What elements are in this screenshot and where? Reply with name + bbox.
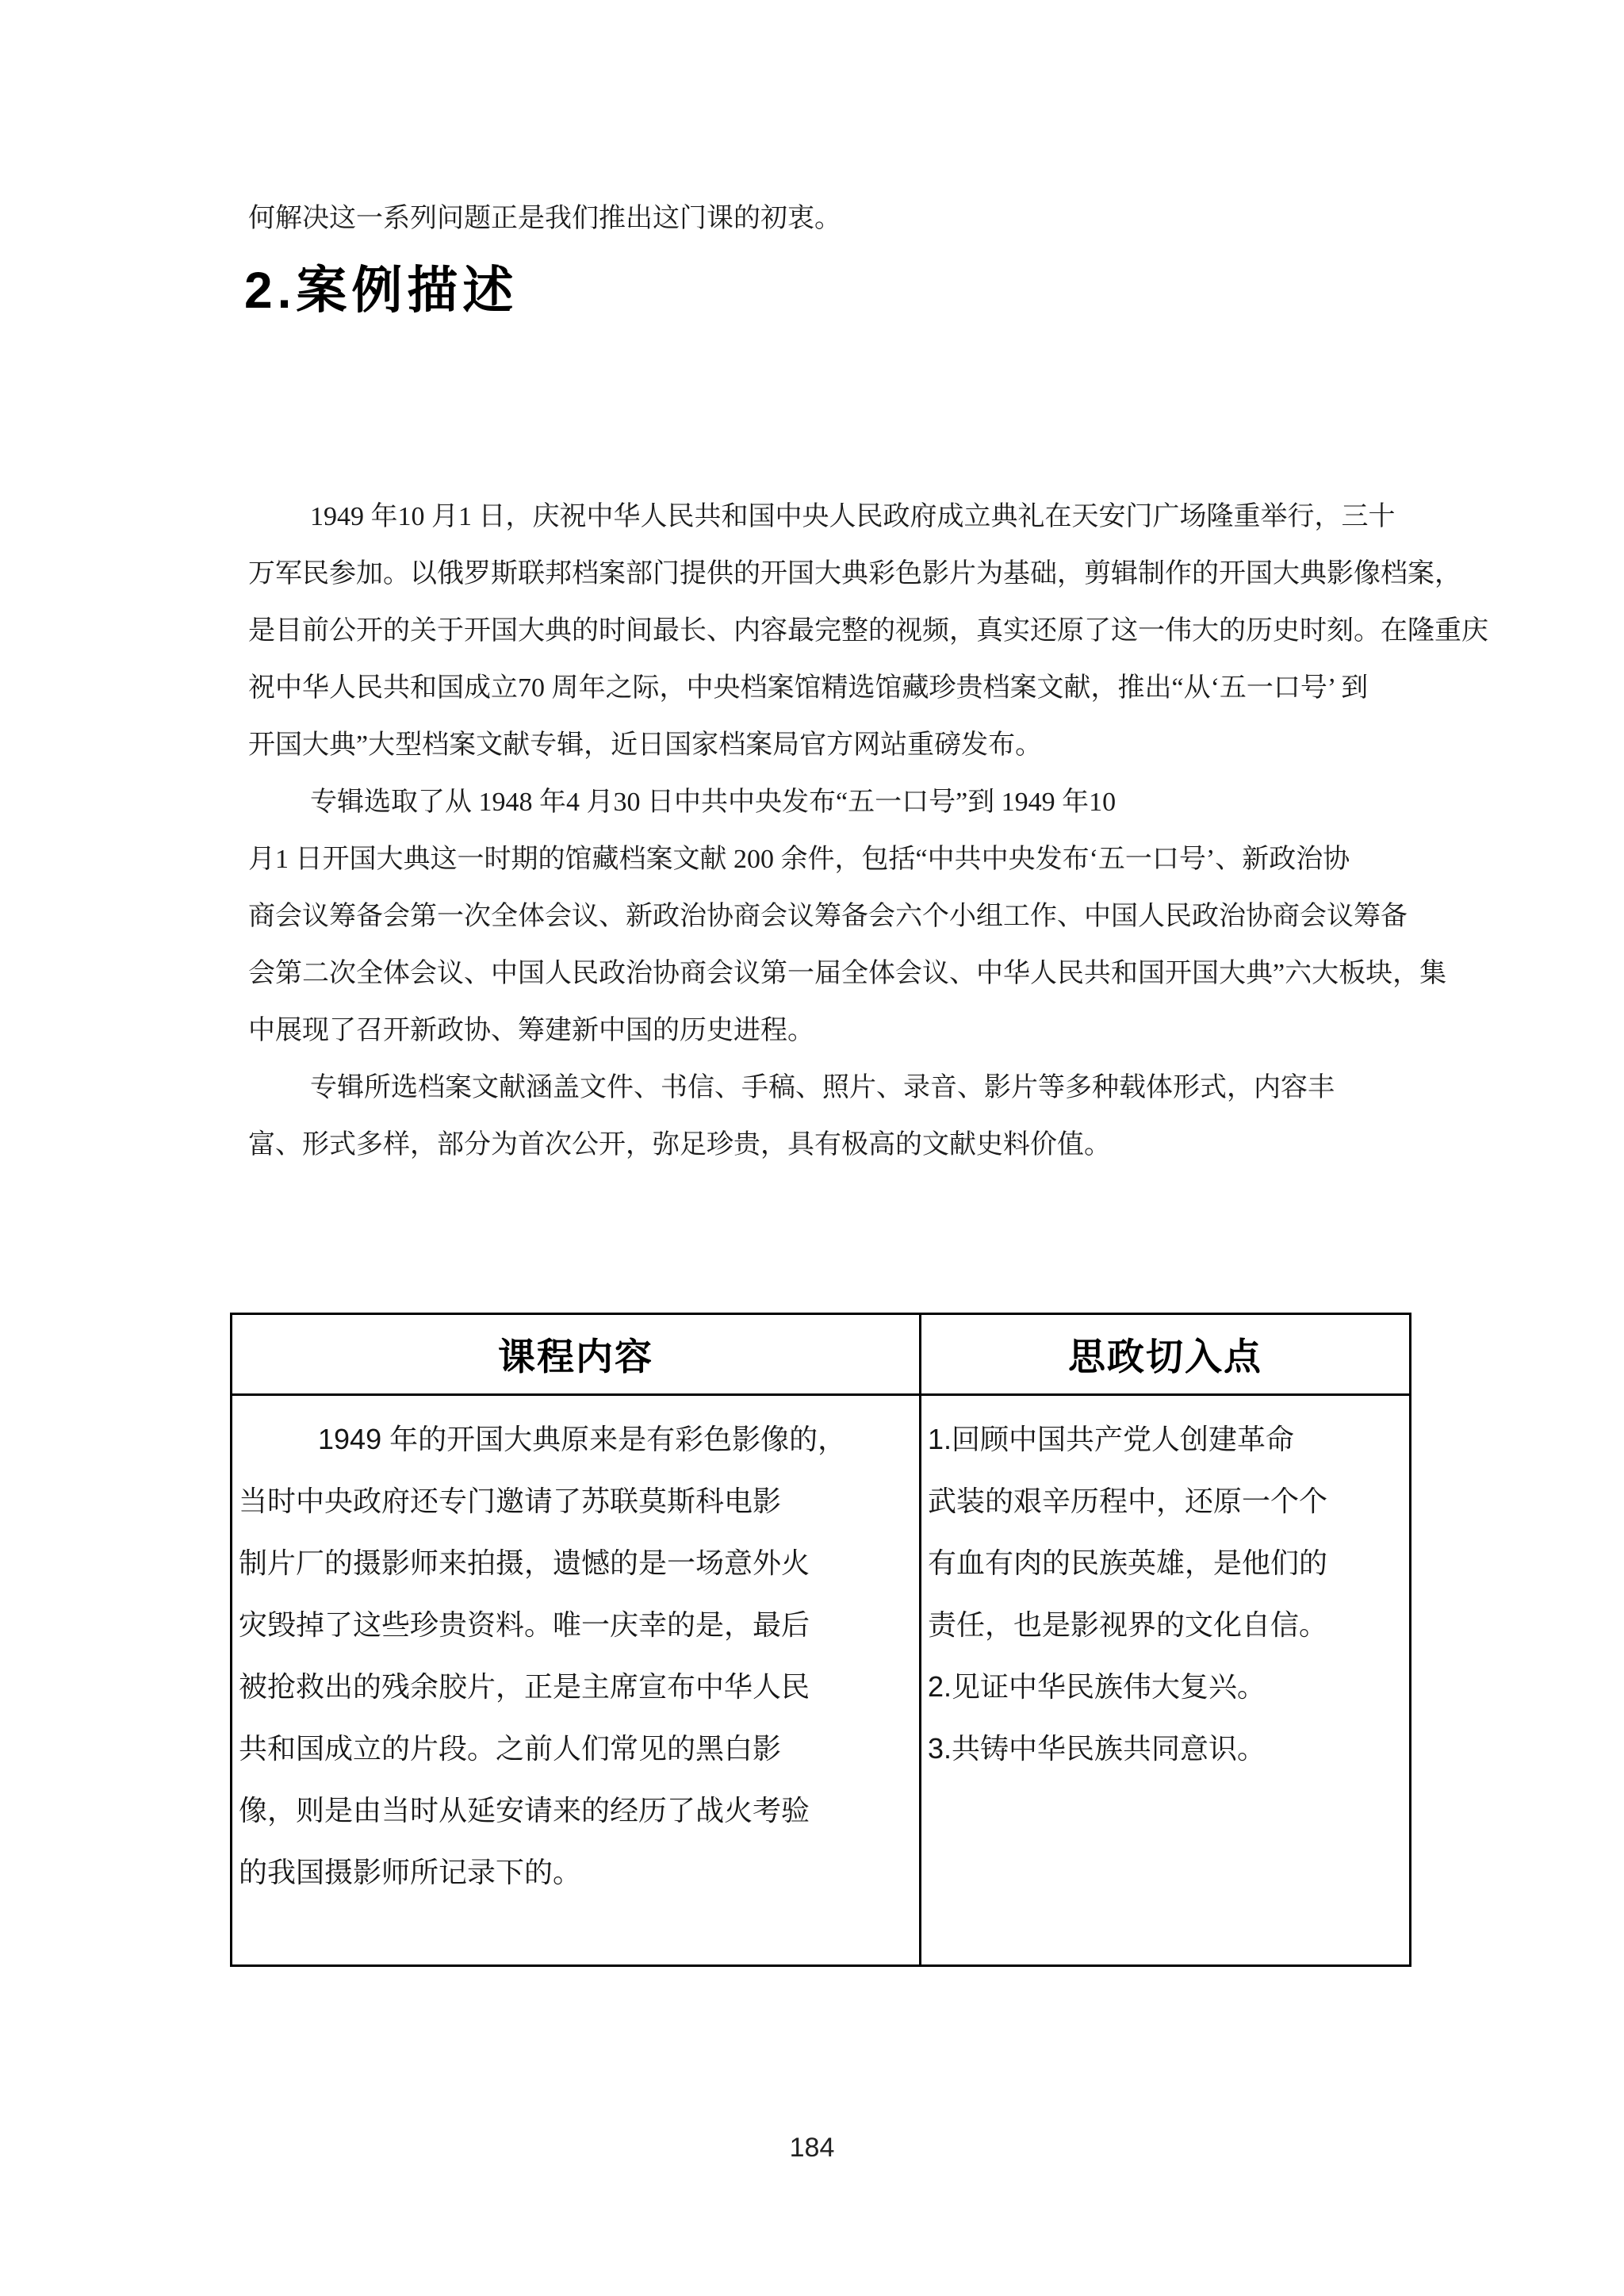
- table-cell-line: 灾毁掉了这些珍贵资料。唯一庆幸的是，最后: [239, 1608, 810, 1641]
- table-cell-line: 武装的艰辛历程中，还原一个个: [928, 1485, 1328, 1517]
- body-paragraphs: [248, 489, 1488, 1174]
- paragraph-line: 专辑所选档案文献涵盖文件、书信、手稿、照片、录音、影片等多种载体形式，内容丰: [310, 1073, 1335, 1102]
- paragraph-line: 是目前公开的关于开国大典的时间最长、内容最完整的视频，真实还原了这一伟大的历史时刻。在隆重庆: [248, 616, 1488, 646]
- paragraph-line: 祝中华人民共和国成立70 周年之际，中央档案馆精选馆藏珍贵档案文献，推出“从‘五一口号’ 到: [248, 673, 1369, 703]
- table-body-row: [232, 1396, 1409, 1964]
- continuation-paragraph-line: 何解决这一系列问题正是我们推出这门课的初衷。: [248, 204, 841, 233]
- paragraph-line: 中展现了召开新政协、筹建新中国的历史进程。: [248, 1016, 814, 1045]
- paragraph-line: 1949 年10 月1 日，庆祝中华人民共和国中央人民政府成立典礼在天安门广场隆重举行，三十: [310, 502, 1396, 531]
- table-cell-line: 像，则是由当时从延安请来的经历了战火考验: [239, 1794, 810, 1826]
- paragraph-line: 富、形式多样，部分为首次公开，弥足珍贵，具有极高的文献史料价值。: [248, 1130, 1111, 1159]
- table-cell-line: 3.共铸中华民族共同意识。: [928, 1732, 1266, 1765]
- header-cell-ideology-entry-points: 思政切入点: [1068, 1336, 1262, 1378]
- paragraph-line: 开国大典”大型档案文献专辑，近日国家档案局官方网站重磅发布。: [248, 730, 1043, 760]
- table-cell-line: 当时中央政府还专门邀请了苏联莫斯科电影: [239, 1485, 782, 1517]
- table-cell-line: 1.回顾中国共产党人创建革命: [928, 1423, 1295, 1455]
- ideology-entry-points-cell: [921, 1396, 1409, 1964]
- table-header-row: [232, 1315, 1409, 1396]
- case-table: [230, 1313, 1411, 1967]
- paragraph-line: 月1 日开国大典这一时期的馆藏档案文献 200 余件，包括“中共中央发布‘五一口号’、新政治协: [248, 845, 1350, 874]
- table-cell-line: 2.见证中华民族伟大复兴。: [928, 1670, 1266, 1703]
- table-cell-line: 制片厂的摄影师来拍摄，遗憾的是一场意外火: [239, 1547, 810, 1579]
- course-content-cell: [232, 1396, 921, 1964]
- table-cell-line: 有血有肉的民族英雄，是他们的: [928, 1547, 1328, 1579]
- table-cell-line: 1949 年的开国大典原来是有彩色影像的，: [318, 1423, 847, 1455]
- paragraph-line: 商会议筹备会第一次全体会议、新政治协商会议筹备会六个小组工作、中国人民政治协商会议筹备: [248, 902, 1408, 931]
- table-cell-line: 责任，也是影视界的文化自信。: [928, 1608, 1328, 1641]
- section-heading: 2.案例描述: [244, 262, 519, 319]
- table-cell-line: 被抢救出的残余胶片，正是主席宣布中华人民: [239, 1670, 810, 1703]
- paragraph-line: 万军民参加。以俄罗斯联邦档案部门提供的开国大典彩色影片为基础，剪辑制作的开国大典影像档案，: [248, 559, 1461, 588]
- page-number: 184: [789, 2133, 835, 2163]
- table-cell-line: 共和国成立的片段。之前人们常见的黑白影: [239, 1732, 782, 1765]
- paragraph-line: 会第二次全体会议、中国人民政治协商会议第一届全体会议、中华人民共和国开国大典”六大板块，集: [248, 959, 1447, 988]
- header-cell-course-content: 课程内容: [232, 1315, 921, 1393]
- table-cell-line: 的我国摄影师所记录下的。: [239, 1856, 582, 1888]
- paragraph-line: 专辑选取了从 1948 年4 月30 日中共中央发布“五一口号”到 1949 年10: [310, 788, 1116, 817]
